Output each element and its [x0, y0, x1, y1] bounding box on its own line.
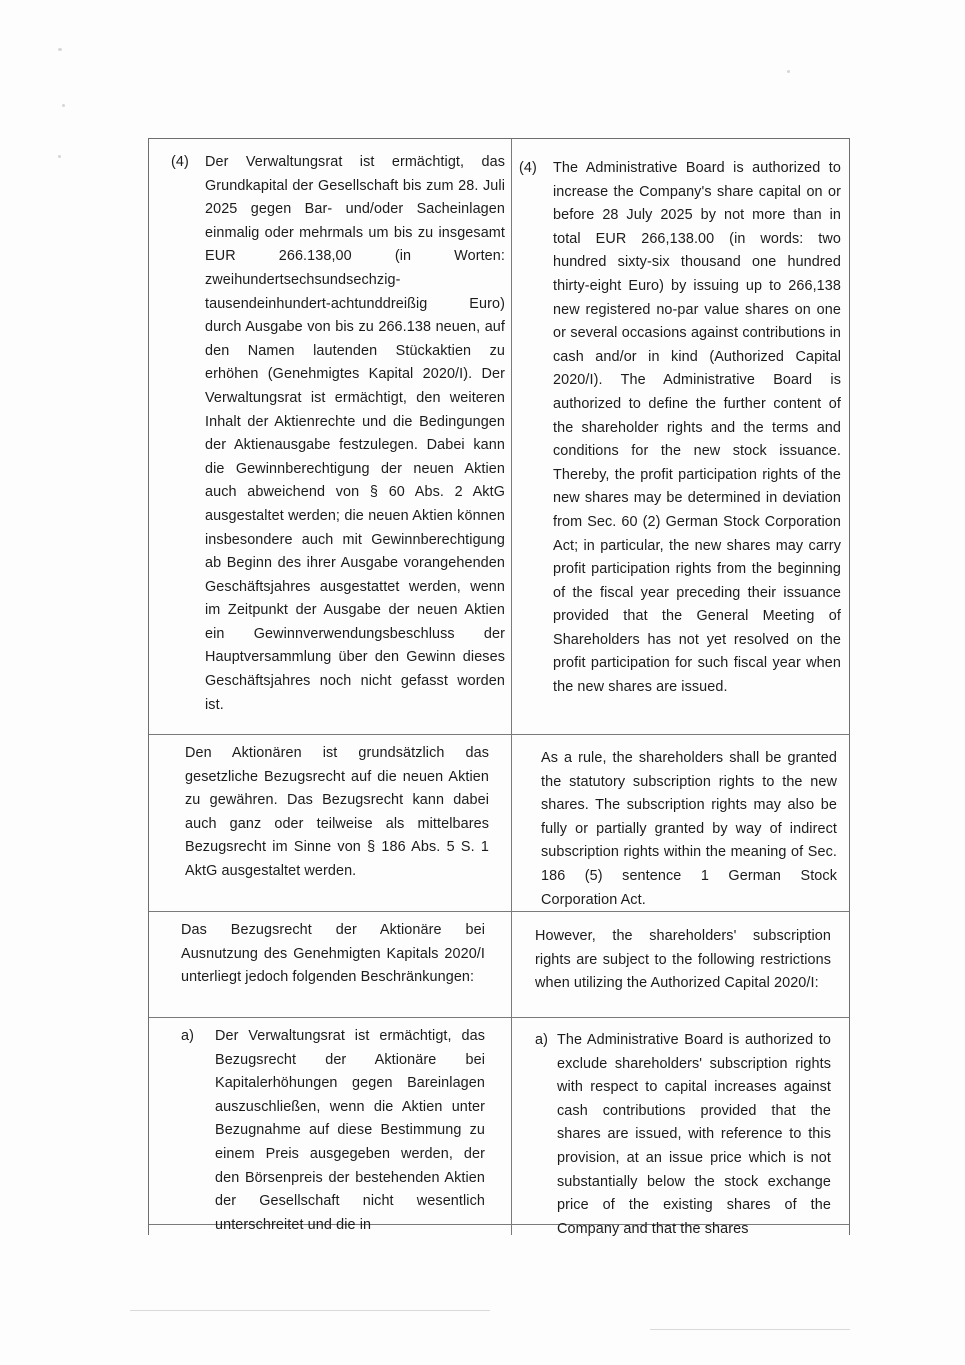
english-section-4 — [519, 157, 841, 700]
section-text: Den Aktionären ist grundsätzlich das gesetzliche Bezugsrecht auf die neuen Aktien zu gewähren. Das Bezugsrecht kann dabei auch ganz oder teilweise als mittelbares Bezugsrecht im Sinne von § 186 Abs. 5 S. 1 AktG ausgestaltet werden. — [185, 745, 489, 879]
scan-speck — [787, 70, 790, 73]
english-restrictions — [535, 925, 831, 996]
section-text: As a rule, the shareholders shall be granted the statutory subscription rights to the new shares. The subscription rights may also be fully or partially granted by way of indirect subscription rights within the meaning of Sec. 186 (5) sentence 1 German Stock Corporation Act. — [541, 750, 837, 908]
section-text: The Administrative Board is authorized to exclude shareholders' subscription rights with respect to capital increases against cash contributions provided that the shares are issued, with reference to this provision, at an issue price which is not substantially below the stock exchange price of the existing shares of the Company and that the shares — [557, 1032, 831, 1237]
english-subscription-rights — [541, 747, 837, 912]
footer-rule — [130, 1310, 490, 1311]
section-number: (4) — [519, 160, 537, 176]
german-section-4 — [171, 151, 505, 717]
german-subscription-rights — [185, 742, 489, 884]
german-item-a — [181, 1025, 485, 1237]
section-number: (4) — [171, 154, 189, 170]
section-number: a) — [535, 1032, 548, 1048]
column-divider — [511, 139, 512, 1235]
section-text: Der Verwaltungsrat ist ermächtigt, das Bezugsrecht der Aktionäre bei Kapitalerhöhungen gegen Bareinlagen auszuschließen, wenn die Aktien unter Bezugnahme auf diese Bestimmung zu einem Preis ausgegeben werden, der den Börsenpreis der bestehenden Aktien der Gesellschaft nicht wesentlich unterschreitet und die in — [215, 1028, 485, 1233]
english-item-a — [535, 1029, 831, 1241]
scan-speck — [62, 104, 65, 107]
section-text: Der Verwaltungsrat ist ermächtigt, das Grundkapital der Gesellschaft bis zum 28. Juli 2025 gegen Bar- und/oder Sacheinlagen einmalig oder mehrmals um bis zu insgesamt EUR 266.138,00 (in Worten: zweihundertsechsundsechzig-tausendeinhundert-achtunddreißig Euro) durch Ausgabe von bis zu 266.138 neuen, auf den Namen lautenden Stückaktien zu erhöhen (Genehmigtes Kapital 2020/I). Der Verwaltungsrat ist ermächtigt, den weiteren Inhalt der Aktienrechte und die Bedingungen der Aktienausgabe festzulegen. Dabei kann die Gewinnberechtigung der neuen Aktien auch abweichend von § 60 Abs. 2 AktG ausgestaltet werden; die neuen Aktien können insbesondere auch mit Gewinnberechtigung ab Beginn des ihrer Ausgabe vorangehenden Geschäftsjahres ausgestattet werden, wenn im Zeitpunkt der Ausgabe der neuen Aktien ein Gewinnverwendungsbeschluss der Hauptversammlung über den Gewinn dieses Geschäftsjahres noch nicht gefasst worden ist. — [205, 154, 505, 713]
section-text: However, the shareholders' subscription rights are subject to the following restrictions when utilizing the Authorized Capital 2020/I: — [535, 928, 831, 992]
footer-rule — [650, 1329, 850, 1330]
row-divider — [149, 734, 849, 735]
german-restrictions — [181, 919, 485, 990]
section-text: Das Bezugsrecht der Aktionäre bei Ausnutzung des Genehmigten Kapitals 2020/I unterliegt jedoch folgenden Beschränkungen: — [181, 922, 485, 986]
scan-speck — [58, 48, 62, 51]
section-number: a) — [181, 1028, 194, 1044]
scan-speck — [58, 155, 61, 158]
row-divider — [149, 1017, 849, 1018]
section-text: The Administrative Board is authorized to increase the Company's share capital on or before 28 July 2025 by not more than in total EUR 266,138.00 (in words: two hundred sixty-six thousand one hundred thirty-eight Euro) by issuing up to 266,138 new registered no-par value shares on one or several occasions against contributions in cash and/or in kind (Authorized Capital 2020/I). The Administrative Board is authorized to define the further content of the shareholder rights and the terms and conditions for the new stock issuance. Thereby, the profit participation rights of the new shares may be determined in deviation from Sec. 60 (2) German Stock Corporation Act; in particular, the new shares may carry profit participation rights from the beginning of the fiscal year preceding their issuance provided that the General Meeting of Shareholders has not yet resolved on the profit participation for such fiscal year when the new shares are issued. — [553, 160, 841, 696]
bilingual-table — [148, 138, 850, 1235]
